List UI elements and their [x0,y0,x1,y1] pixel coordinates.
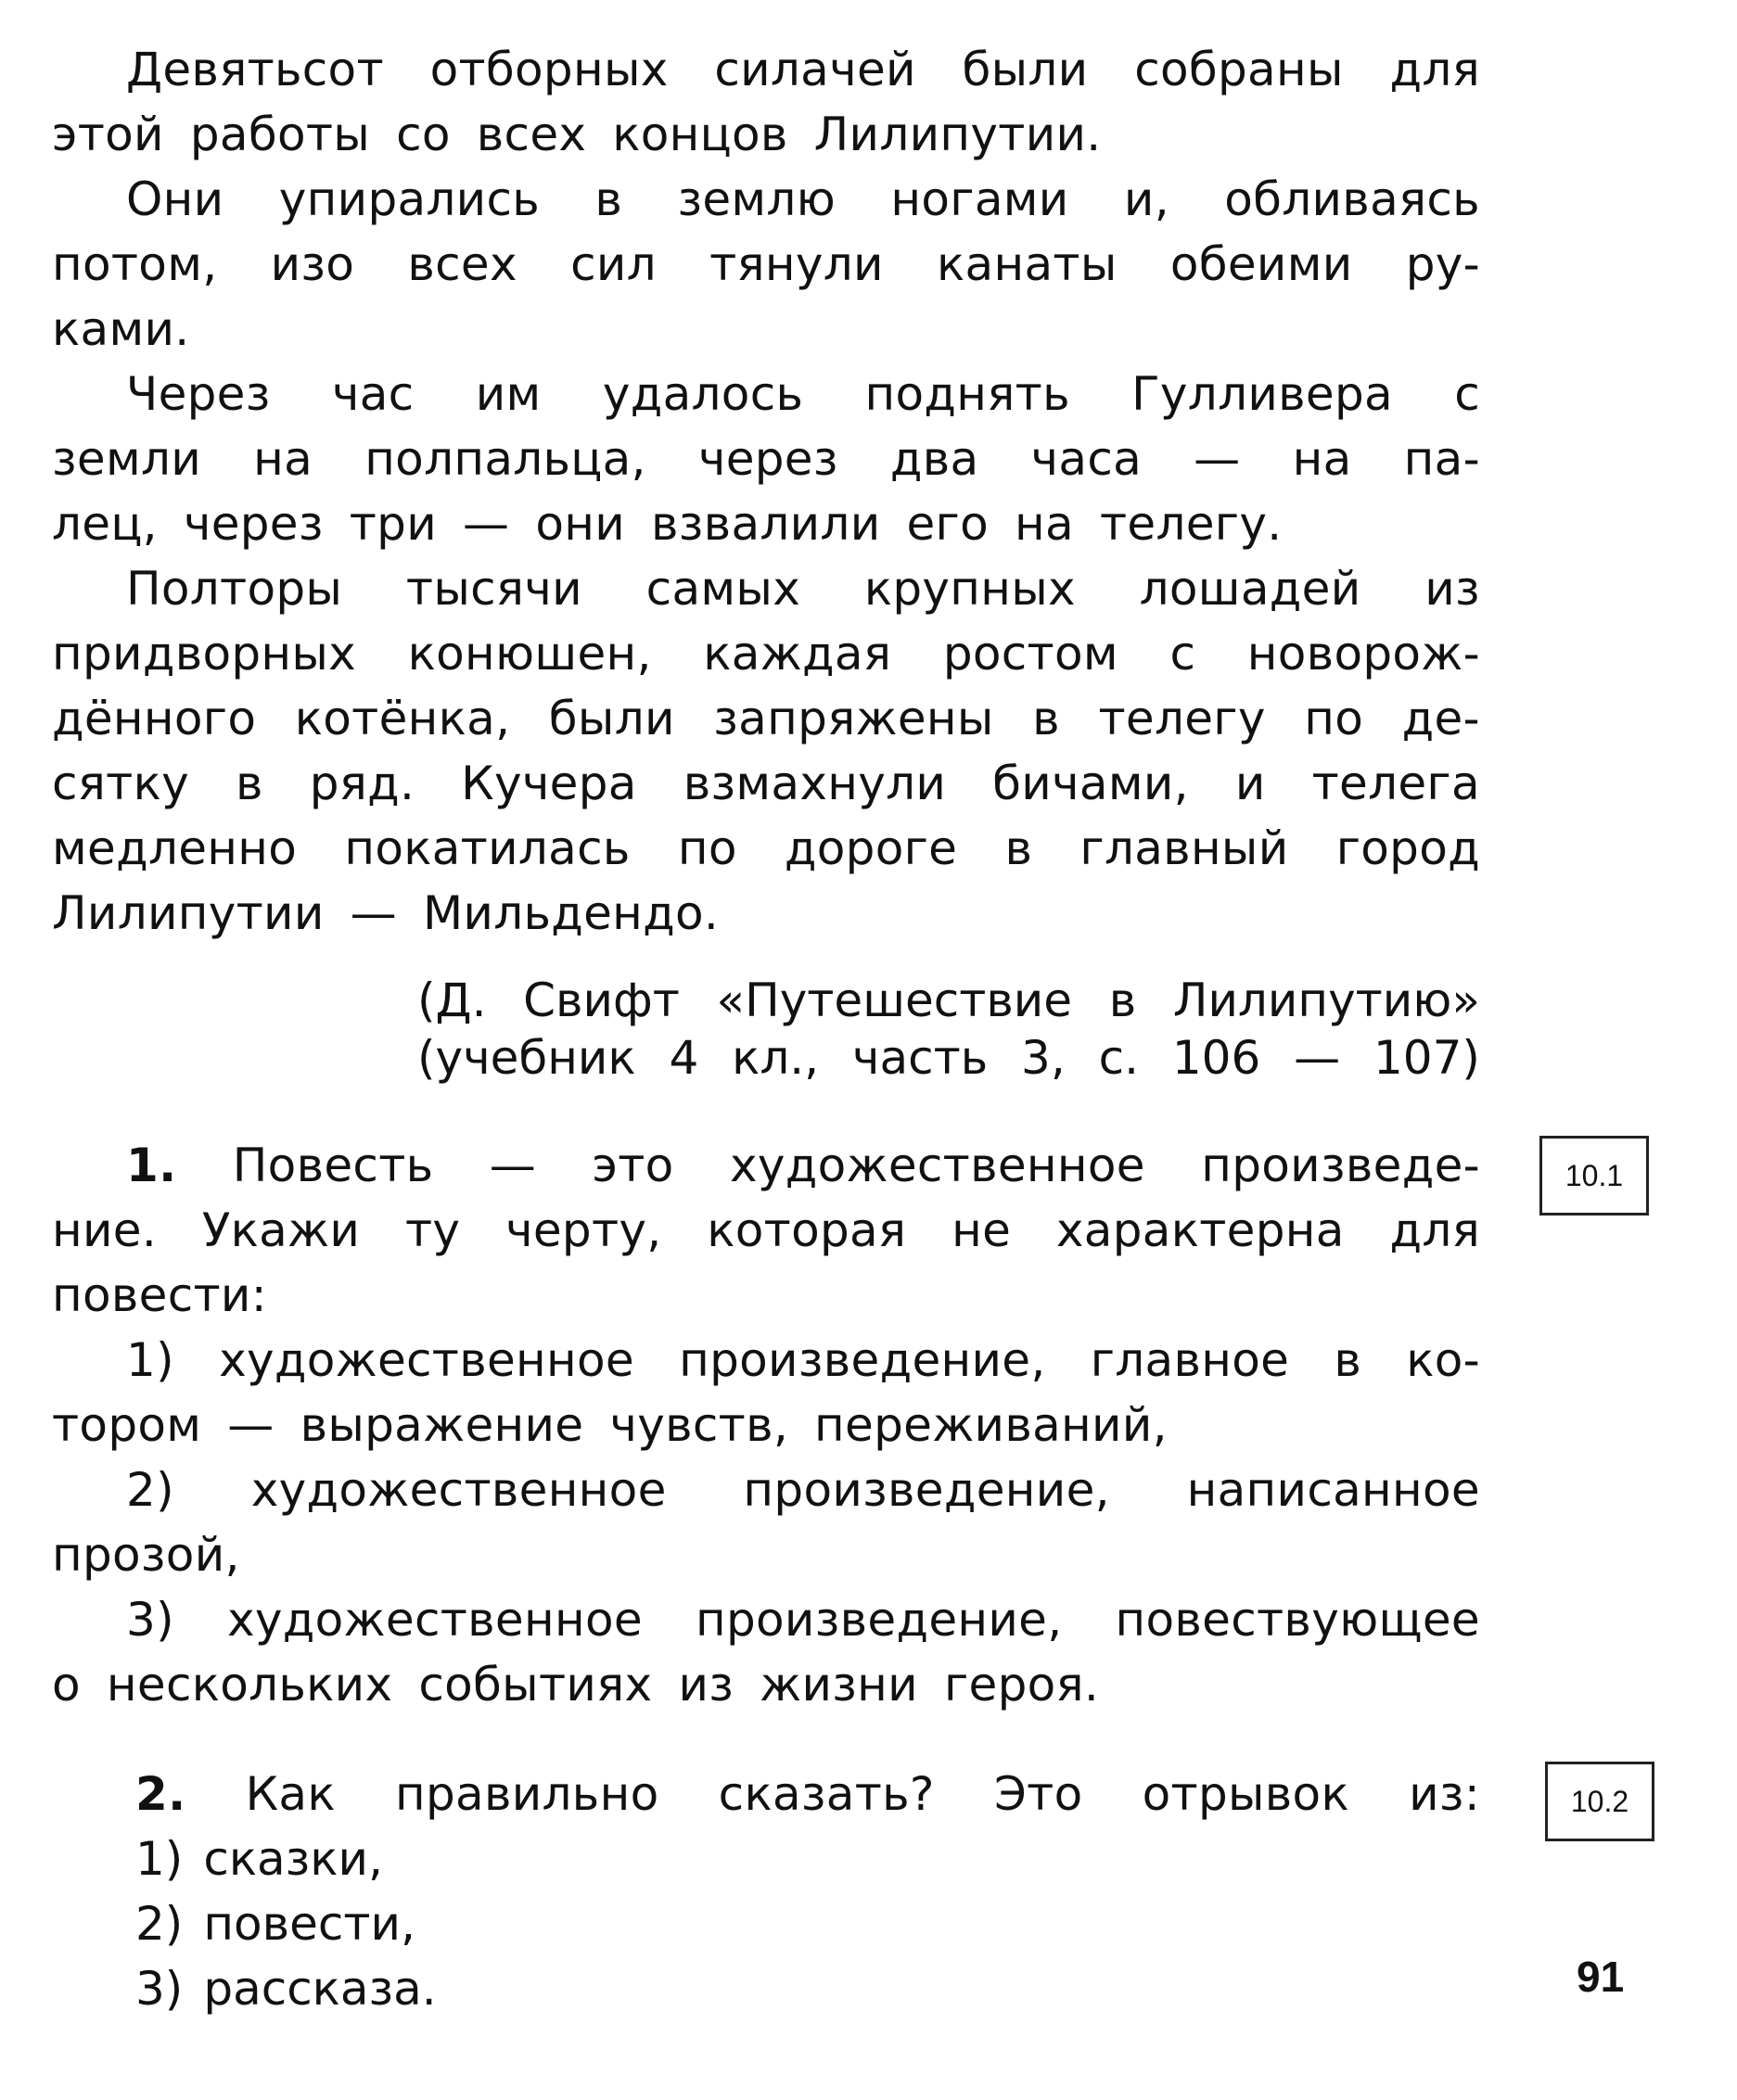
word: работы [189,108,371,161]
word: произведение, [696,1593,1063,1647]
page-number: 91 [1577,1953,1625,2001]
word: для [1389,1203,1480,1257]
word: через [697,432,838,486]
word: они [535,497,626,551]
word: по [677,821,737,875]
word: дороге [784,821,958,875]
word: лошадей [1139,562,1361,616]
word: полпальца, [364,432,646,486]
word: написанное [1186,1463,1480,1517]
question-1-text-line [52,1133,1480,1198]
word: отрывок [1142,1767,1349,1821]
word: сказки, [203,1832,383,1886]
word: в [1334,1333,1362,1387]
word: конюшен, [407,627,652,681]
word: на [253,432,313,486]
word: дённого [52,692,257,745]
citation-line-1 [417,972,1480,1029]
word: художественное [219,1333,634,1387]
story-paragraph [52,167,1480,362]
word: телега [1311,757,1480,810]
word: медленно [52,821,298,875]
answer-option[interactable] [52,1956,1480,2021]
word: в [1108,974,1137,1027]
word: 106 [1171,1031,1261,1085]
word: 4 [669,1031,699,1085]
word: ками. [52,302,190,356]
word: — [463,497,510,551]
word: (Д. [417,974,487,1027]
word: всех [407,237,517,291]
word: 3) [126,1593,174,1647]
word: главное [1090,1333,1290,1387]
word: каждая [703,627,892,681]
word: в [594,172,623,226]
answer-option[interactable] [52,1587,1480,1717]
word: собраны [1134,43,1344,96]
answer-option[interactable] [52,1891,1480,1956]
word: па- [1403,432,1480,486]
word: Кучера [461,757,637,810]
word: с. [1098,1031,1139,1085]
question-number: 2. [135,1767,186,1821]
word: характерна [1055,1203,1345,1257]
paragraph-line [52,232,1480,297]
paragraph-line [52,556,1480,621]
word: это [592,1139,674,1192]
word: взвалили [651,497,881,551]
question-number: 1. [126,1139,177,1192]
word: Лилипутии. [813,108,1102,161]
word: упирались [278,172,541,226]
word: рассказа. [203,1962,437,2016]
paragraph-line [52,751,1480,816]
word: о [52,1658,81,1712]
word: покатилась [344,821,631,875]
word: 3, [1021,1031,1066,1085]
word: правильно [395,1767,659,1821]
word: удалось [602,367,804,421]
word: бичами, [992,757,1189,810]
word: и, [1123,172,1169,226]
word: из [678,1658,734,1712]
option-line [52,1522,1480,1587]
word: которая [707,1203,907,1257]
word: через [183,497,324,551]
word: землю [677,172,837,226]
word: сил [570,237,657,291]
word: Мильдендо. [422,886,720,940]
word: новорож- [1246,627,1480,681]
word: в [1032,692,1060,745]
option-line [52,1587,1480,1652]
question-1-code-badge: 10.1 [1539,1136,1649,1215]
word: земли [52,432,202,486]
word: 2) [135,1897,184,1951]
word: с [1169,627,1196,681]
word: котёнка, [294,692,511,745]
word: для [1389,43,1480,96]
word: были [548,692,675,745]
word: 107) [1373,1031,1480,1085]
option-line [52,1328,1480,1393]
question-1-text-line [52,1198,1480,1263]
word: обливаясь [1224,172,1480,226]
paragraph-line [52,621,1480,686]
word: художественное [729,1139,1145,1192]
story-paragraph [52,556,1480,946]
word: сятку [52,757,189,810]
word: с [1454,367,1480,421]
answer-option[interactable] [52,1826,1480,1891]
paragraph-line [52,881,1480,946]
word: героя. [943,1658,1100,1712]
word: тором [52,1398,202,1452]
word: повествующее [1115,1593,1480,1647]
word: Это [993,1767,1083,1821]
word: жизни [760,1658,918,1712]
word: по [1304,692,1364,745]
word: событиях [418,1658,653,1712]
word: произведение, [679,1333,1046,1387]
word: и [1234,757,1266,810]
word: (учебник [417,1031,636,1085]
word: из [1424,562,1480,616]
word: Свифт [523,974,680,1027]
paragraph-line [52,362,1480,426]
word: де- [1401,692,1480,745]
word: «Путешествие [716,974,1073,1027]
paragraph-line [52,167,1480,232]
answer-option[interactable] [52,1328,1480,1457]
word: самых [645,562,801,616]
word: ру- [1405,237,1480,291]
question-2-code-badge: 10.2 [1545,1762,1654,1841]
question-1 [52,1133,1480,1717]
word: поднять [864,367,1070,421]
word: крупных [863,562,1076,616]
word: Лилипутии [52,886,325,940]
citation-line-2 [417,1029,1480,1087]
paragraph-line [52,297,1480,362]
word: Лилипутию» [1172,974,1480,1027]
paragraph-line [52,102,1480,167]
story-excerpt [52,37,1480,946]
word: изо [270,237,355,291]
word: повести: [52,1268,267,1322]
word: город [1335,821,1480,875]
word: — [350,886,397,940]
word: силачей [714,43,916,96]
word: Повесть [232,1139,434,1192]
word: часть [851,1031,989,1085]
word: тянули [709,237,884,291]
word: черту, [505,1203,662,1257]
word: Укажи [201,1203,361,1257]
word: потом, [52,237,218,291]
word: на [1292,432,1352,486]
word: из: [1409,1767,1480,1821]
word: канаты [937,237,1118,291]
word: чувств, [609,1398,789,1452]
source-citation [417,972,1480,1087]
word: кл., [732,1031,820,1085]
word: его [906,497,990,551]
word: телегу [1098,692,1266,745]
word: произведение, [743,1463,1110,1517]
word: сказать? [718,1767,935,1821]
word: Полторы [126,562,343,616]
option-line [52,1652,1480,1717]
word: повести, [203,1897,415,1951]
word: произведе- [1201,1139,1480,1192]
word: со [396,108,451,161]
word: телегу. [1099,497,1283,551]
word: им [475,367,542,421]
option-line [52,1457,1480,1522]
question-1-text-line [52,1263,1480,1328]
word: ряд. [309,757,415,810]
word: в [235,757,263,810]
word: — [489,1139,537,1192]
word: 2) [126,1463,174,1517]
paragraph-line [52,491,1480,556]
word: 3) [135,1962,184,2016]
word: выражение [300,1398,584,1452]
answer-option[interactable] [52,1457,1480,1587]
word: обеими [1169,237,1353,291]
word: часа [1030,432,1143,486]
word: на [1015,497,1074,551]
word: нескольких [106,1658,393,1712]
word: прозой, [52,1528,240,1582]
question-2-text-line [52,1762,1480,1826]
word: придворных [52,627,357,681]
paragraph-line [52,686,1480,751]
option-line [52,1393,1480,1457]
word: 1) [135,1832,184,1886]
word: запряжены [713,692,994,745]
word: художественное [250,1463,667,1517]
paragraph-line [52,37,1480,102]
word: тысячи [405,562,582,616]
paragraph-line [52,816,1480,881]
word: отборных [429,43,669,96]
story-paragraph [52,37,1480,167]
word: Как [245,1767,336,1821]
word: переживаний, [814,1398,1168,1452]
word: взмахнули [683,757,947,810]
word: — [227,1398,275,1452]
word: — [1194,432,1241,486]
word: в [1004,821,1033,875]
word: час [331,367,415,421]
word: 1) [126,1333,174,1387]
question-2 [52,1762,1480,2021]
word: концов [612,108,788,161]
word: Гулливера [1131,367,1393,421]
word: два [889,432,979,486]
word: были [962,43,1089,96]
word: этой [52,108,164,161]
word: всех [476,108,587,161]
word: ногами [890,172,1069,226]
word: ростом [942,627,1118,681]
word: Девятьсот [126,43,384,96]
word: — [1294,1031,1341,1085]
word: художественное [227,1593,643,1647]
story-paragraph [52,362,1480,556]
word: Они [126,172,224,226]
word: ко- [1406,1333,1480,1387]
word: лец, [52,497,158,551]
word: ние. [52,1203,158,1257]
word: три [349,497,438,551]
word: не [952,1203,1012,1257]
paragraph-line [52,426,1480,491]
word: главный [1079,821,1289,875]
word: ту [404,1203,461,1257]
word: Через [126,367,271,421]
